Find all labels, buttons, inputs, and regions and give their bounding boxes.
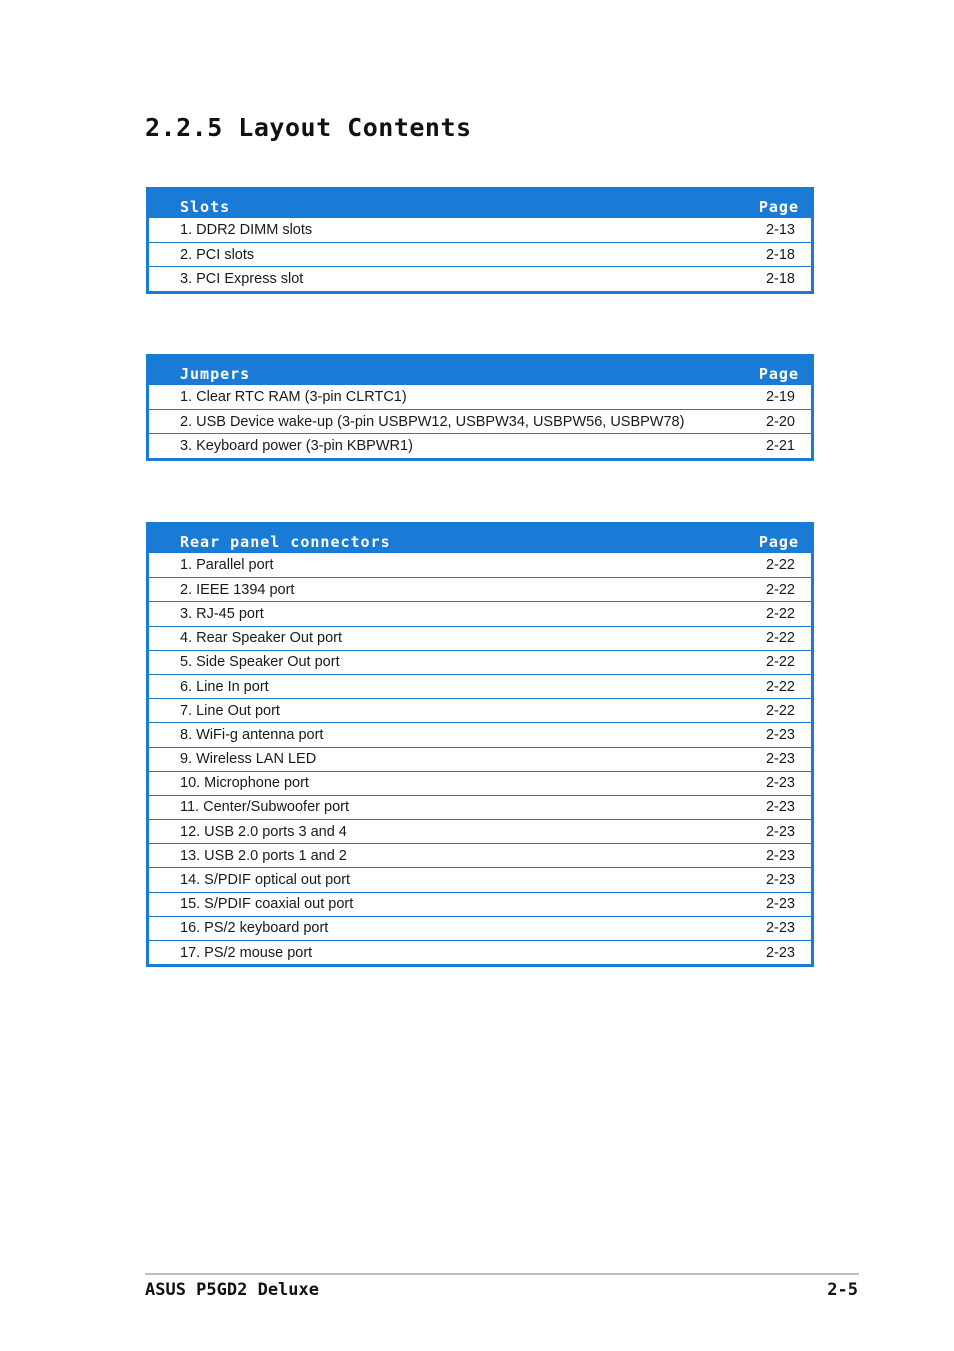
row-item-label: 2. IEEE 1394 port (180, 581, 295, 598)
row-page-number: 2-22 (765, 678, 795, 695)
section-title: 2.2.5 Layout Contents (145, 113, 472, 142)
row-item-label: 15. S/PDIF coaxial out port (180, 896, 354, 913)
table-row (149, 433, 811, 457)
footer-page-number: 2-5 (827, 1280, 858, 1300)
row-page-number: 2-23 (765, 726, 795, 743)
row-item-label: 12. USB 2.0 ports 3 and 4 (180, 823, 347, 840)
table-row (149, 916, 811, 940)
row-page-number: 2-22 (765, 581, 795, 598)
table-body (149, 553, 811, 964)
table-row (149, 601, 811, 625)
table-header-title: Jumpers (180, 365, 251, 383)
row-page-number: 2-23 (765, 944, 795, 961)
table-body (149, 218, 811, 291)
row-page-number: 2-23 (765, 799, 795, 816)
table-row (149, 843, 811, 867)
row-page-number: 2-18 (765, 246, 795, 263)
row-item-label: 16. PS/2 keyboard port (180, 920, 329, 937)
row-item-label: 1. Clear RTC RAM (3-pin CLRTC1) (180, 389, 407, 406)
row-item-label: 7. Line Out port (180, 702, 280, 719)
row-item-label: 2. PCI slots (180, 246, 255, 263)
row-page-number: 2-18 (765, 270, 795, 287)
row-page-number: 2-19 (765, 389, 795, 406)
footer-divider (145, 1273, 859, 1275)
table-row (149, 771, 811, 795)
table-row (149, 577, 811, 601)
table-row (149, 747, 811, 771)
table-row (149, 626, 811, 650)
table-row (149, 722, 811, 746)
row-page-number: 2-13 (765, 222, 795, 239)
row-item-label: 1. Parallel port (180, 557, 274, 574)
table-header-page: Page (758, 533, 799, 551)
row-item-label: 10. Microphone port (180, 775, 309, 792)
row-item-label: 13. USB 2.0 ports 1 and 2 (180, 847, 347, 864)
row-page-number: 2-23 (765, 847, 795, 864)
table-header (149, 187, 811, 218)
row-page-number: 2-23 (765, 872, 795, 889)
table-row (149, 409, 811, 433)
row-item-label: 9. Wireless LAN LED (180, 751, 317, 768)
row-item-label: 2. USB Device wake-up (3-pin USBPW12, USBPW34, USBPW56, USBPW78) (180, 413, 685, 430)
table-row (149, 553, 811, 577)
row-item-label: 11. Center/Subwoofer port (180, 799, 349, 816)
row-page-number: 2-23 (765, 823, 795, 840)
row-page-number: 2-22 (765, 605, 795, 622)
row-item-label: 6. Line In port (180, 678, 269, 695)
table-row (149, 940, 811, 964)
row-page-number: 2-22 (765, 630, 795, 647)
row-page-number: 2-22 (765, 702, 795, 719)
row-item-label: 8. WiFi-g antenna port (180, 726, 324, 743)
table-header (149, 522, 811, 553)
row-page-number: 2-23 (765, 896, 795, 913)
row-page-number: 2-23 (765, 920, 795, 937)
row-item-label: 5. Side Speaker Out port (180, 654, 340, 671)
contents-table (146, 187, 814, 294)
table-row (149, 795, 811, 819)
table-row (149, 266, 811, 290)
row-item-label: 3. Keyboard power (3-pin KBPWR1) (180, 437, 413, 454)
contents-table (146, 354, 814, 461)
row-item-label: 3. RJ-45 port (180, 605, 264, 622)
table-row (149, 698, 811, 722)
table-row (149, 385, 811, 409)
row-page-number: 2-23 (765, 775, 795, 792)
table-row (149, 650, 811, 674)
table-row (149, 867, 811, 891)
row-page-number: 2-22 (765, 654, 795, 671)
table-header-title: Slots (180, 198, 231, 216)
row-item-label: 3. PCI Express slot (180, 270, 304, 287)
table-row (149, 819, 811, 843)
row-item-label: 14. S/PDIF optical out port (180, 872, 351, 889)
table-row (149, 892, 811, 916)
row-page-number: 2-23 (765, 751, 795, 768)
row-item-label: 17. PS/2 mouse port (180, 944, 313, 961)
row-item-label: 4. Rear Speaker Out port (180, 630, 342, 647)
table-header-title: Rear panel connectors (180, 533, 391, 551)
row-page-number: 2-22 (765, 557, 795, 574)
table-header-page: Page (758, 198, 799, 216)
row-page-number: 2-21 (765, 437, 795, 454)
table-header (149, 354, 811, 385)
table-row (149, 218, 811, 242)
table-row (149, 242, 811, 266)
row-item-label: 1. DDR2 DIMM slots (180, 222, 313, 239)
contents-table (146, 522, 814, 967)
table-body (149, 385, 811, 458)
footer-product-name: ASUS P5GD2 Deluxe (145, 1280, 319, 1300)
row-page-number: 2-20 (765, 413, 795, 430)
table-row (149, 674, 811, 698)
table-header-page: Page (758, 365, 799, 383)
